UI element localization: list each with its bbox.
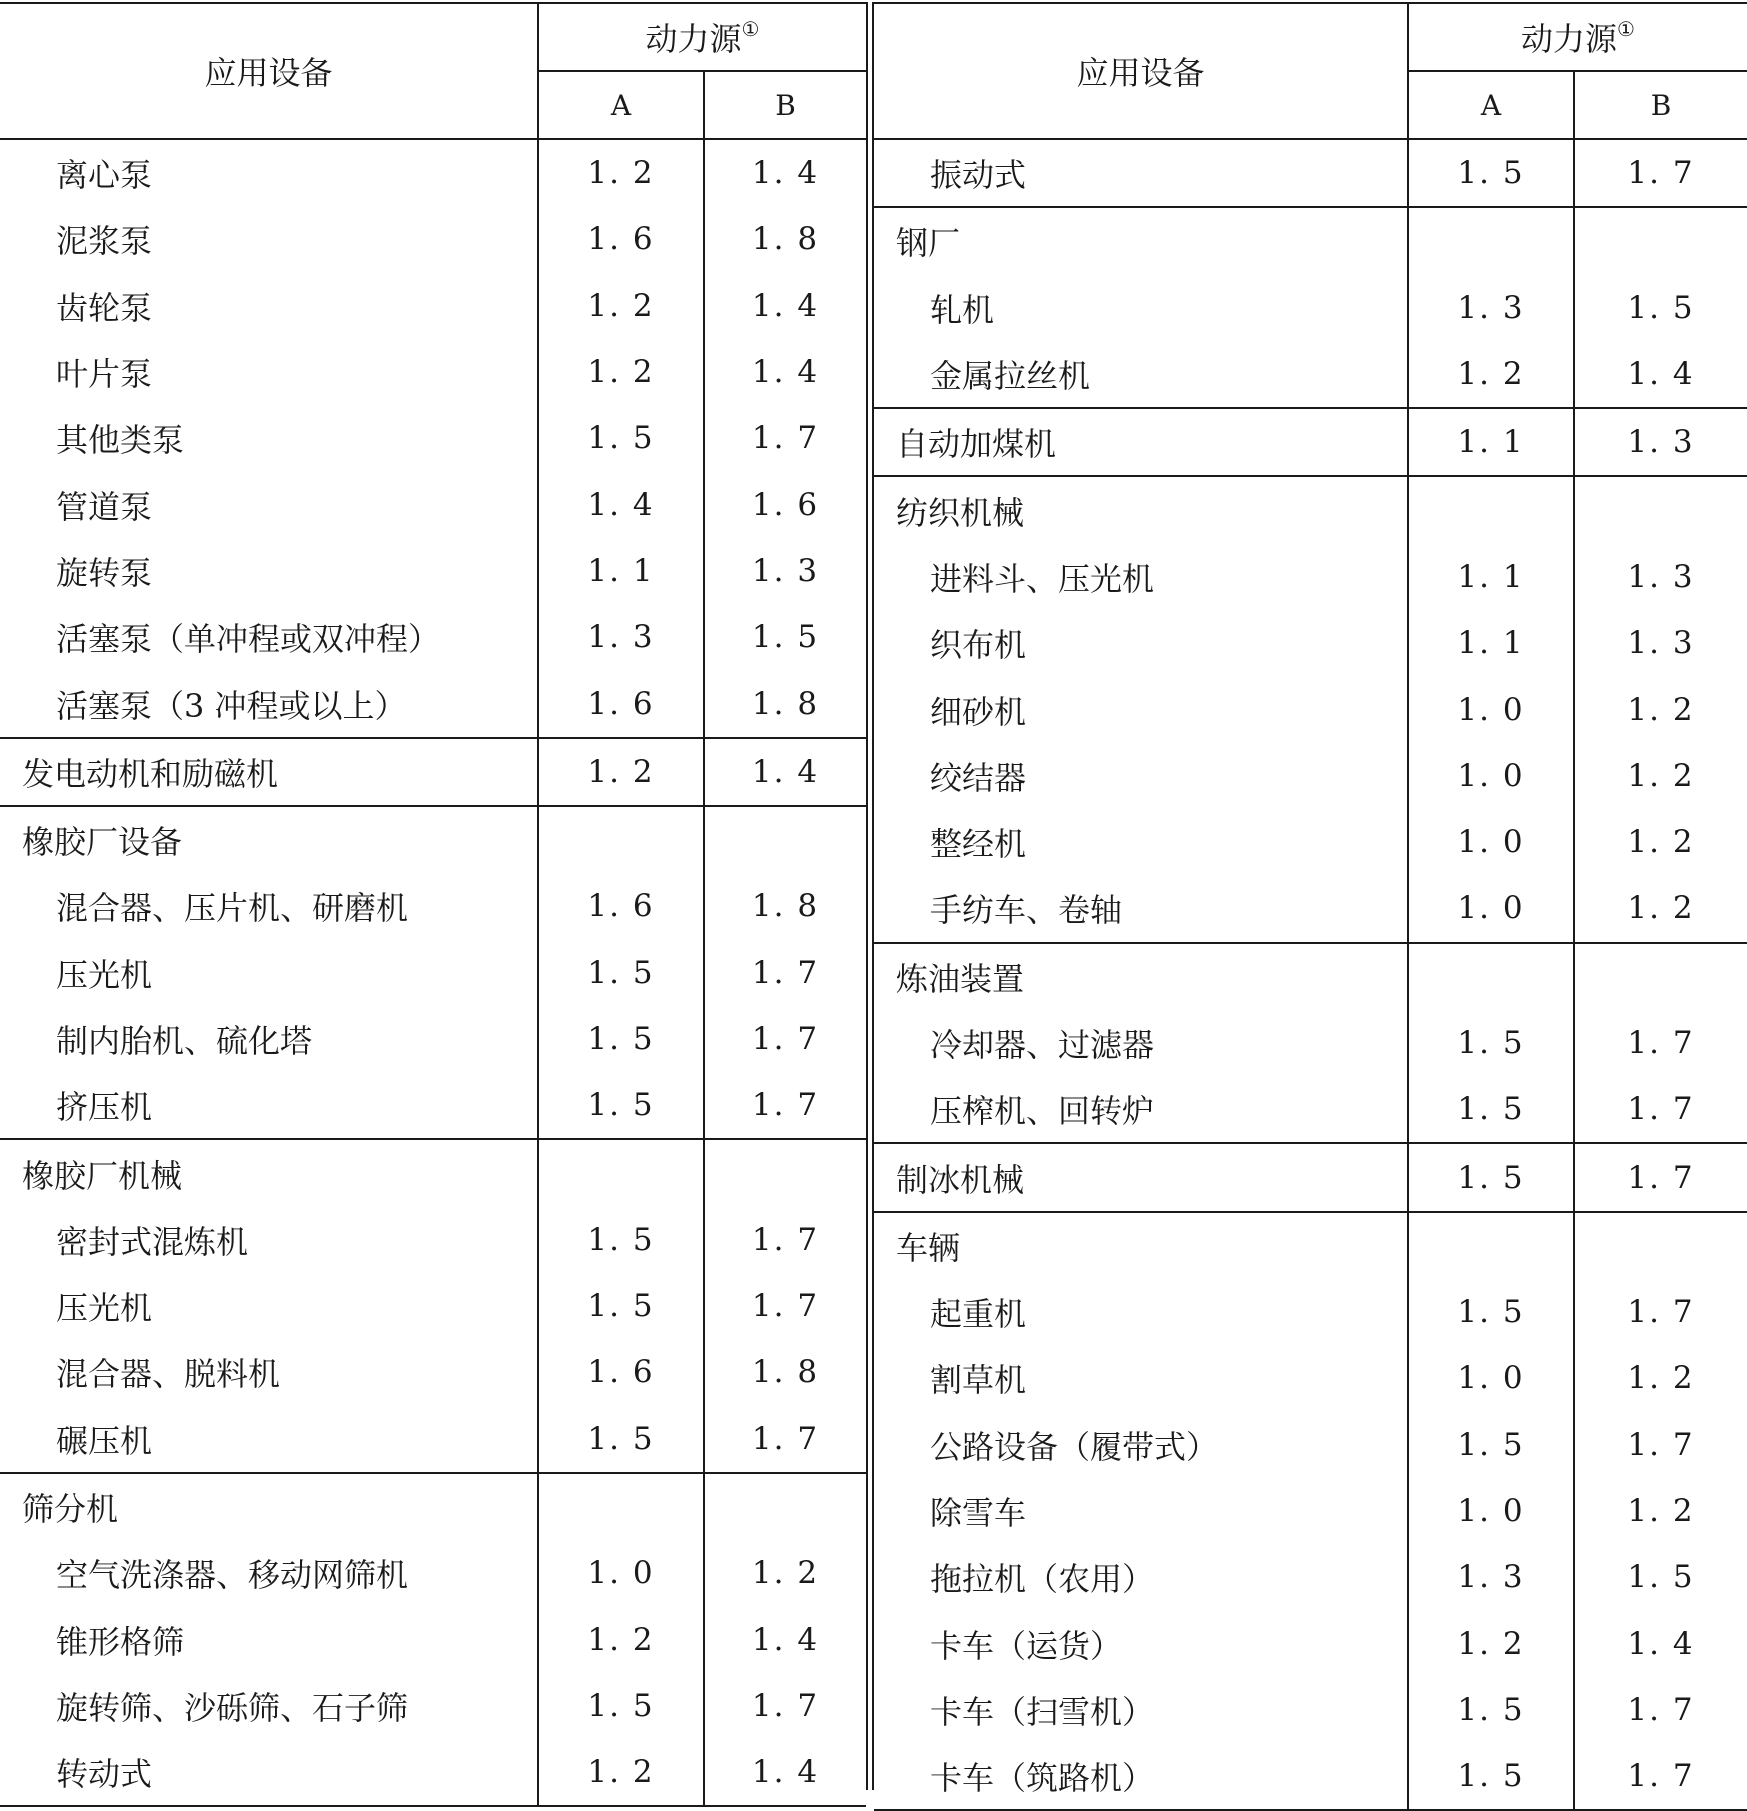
equipment-name: 管道泵 — [0, 471, 538, 537]
equipment-name: 活塞泵（单冲程或双冲程） — [0, 604, 538, 670]
left-table — [0, 2, 866, 1807]
factor-a: 1. 5 — [1408, 1143, 1574, 1211]
table-row — [0, 1339, 866, 1405]
factor-b: 1. 7 — [1627, 1426, 1695, 1463]
equipment-name: 织布机 — [874, 610, 1408, 676]
equipment-name: 手纺车、卷轴 — [874, 875, 1408, 942]
table-row — [0, 940, 866, 1006]
factor-a: 1. 4 — [538, 471, 704, 537]
factor-b: 1. 7 — [1574, 1143, 1747, 1211]
factor-b: 1. 7 — [751, 1087, 820, 1124]
equipment-name: 发电动机和励磁机 — [0, 738, 538, 806]
double-divider — [866, 2, 874, 1790]
table-row — [0, 1072, 866, 1139]
table-row — [0, 1139, 866, 1206]
factor-a: 1. 5 — [1408, 139, 1574, 207]
table-row — [0, 806, 866, 873]
equipment-name: 公路设备（履带式） — [874, 1412, 1408, 1478]
table-row — [0, 1406, 866, 1473]
factor-a: 1. 2 — [538, 139, 704, 206]
left-table-body — [0, 139, 866, 1806]
table-row — [874, 1279, 1747, 1345]
factor-b: 1. 5 — [1627, 289, 1695, 326]
table-row — [0, 738, 866, 806]
factor-a — [538, 1139, 704, 1206]
factor-a: 1. 1 — [538, 538, 704, 604]
table-row — [874, 676, 1747, 742]
factor-b — [704, 1473, 866, 1540]
factor-a: 1. 3 — [538, 604, 704, 670]
table-row — [874, 207, 1747, 274]
equipment-name: 压光机 — [0, 940, 538, 1006]
table-row — [874, 809, 1747, 875]
factor-a: 1. 0 — [1408, 743, 1574, 809]
factor-a: 1. 5 — [538, 1072, 704, 1139]
equipment-name: 混合器、脱料机 — [0, 1339, 538, 1405]
factor-b: 1. 7 — [751, 1687, 820, 1724]
factor-a: 1. 5 — [1408, 1743, 1574, 1810]
factor-a: 1. 2 — [538, 339, 704, 405]
col-b-header: B — [704, 71, 866, 139]
equipment-name: 筛分机 — [0, 1473, 538, 1540]
factor-b: 1. 7 — [1574, 1743, 1747, 1810]
factor-a: 1. 5 — [1408, 1279, 1574, 1345]
equipment-name: 卡车（扫雪机） — [874, 1677, 1408, 1743]
table-row — [874, 1412, 1747, 1478]
factor-a: 1. 2 — [538, 738, 704, 806]
factor-b — [1574, 207, 1747, 274]
factor-a — [1408, 943, 1574, 1010]
table-row — [874, 544, 1747, 610]
factor-a: 1. 5 — [1408, 1010, 1574, 1076]
factor-a: 1. 5 — [538, 1207, 704, 1273]
equipment-name: 转动式 — [0, 1739, 538, 1806]
table-row — [0, 538, 866, 604]
factor-a — [1408, 1212, 1574, 1279]
col-a-header: A — [538, 71, 704, 139]
table-row — [874, 1143, 1747, 1211]
equipment-name: 旋转筛、沙砾筛、石子筛 — [0, 1673, 538, 1739]
equipment-name: 离心泵 — [0, 139, 538, 206]
factor-a: 1. 0 — [1408, 1345, 1574, 1411]
table-row — [874, 341, 1747, 408]
factor-a: 1. 5 — [538, 1006, 704, 1072]
equipment-name: 轧机 — [874, 275, 1408, 341]
footnote-mark: ① — [1617, 17, 1635, 41]
table-row — [874, 743, 1747, 809]
factor-b: 1. 7 — [1627, 1091, 1695, 1128]
right-table — [874, 2, 1747, 1811]
equipment-name: 纺织机械 — [874, 476, 1408, 543]
factor-b: 1. 8 — [751, 685, 820, 722]
equipment-name: 制冰机械 — [874, 1143, 1408, 1211]
factor-b: 1. 4 — [751, 155, 820, 192]
equipment-name: 齿轮泵 — [0, 273, 538, 339]
factor-a: 1. 6 — [538, 670, 704, 737]
factor-b: 1. 4 — [751, 1621, 820, 1658]
factor-b — [1574, 1212, 1747, 1279]
table-row — [874, 275, 1747, 341]
table-row — [0, 873, 866, 939]
table-row — [0, 1207, 866, 1273]
table-row — [0, 1673, 866, 1739]
factor-a: 1. 5 — [538, 405, 704, 471]
right-table-body — [874, 139, 1747, 1810]
table-row — [874, 1544, 1747, 1610]
table-row — [0, 1273, 866, 1339]
equipment-name: 除雪车 — [874, 1478, 1408, 1544]
factor-a: 1. 1 — [1408, 610, 1574, 676]
factor-b: 1. 2 — [1627, 1360, 1695, 1397]
equipment-name: 细砂机 — [874, 676, 1408, 742]
factor-b: 1. 7 — [1627, 1025, 1695, 1061]
table-row — [0, 1607, 866, 1673]
equipment-name: 空气洗涤器、移动网筛机 — [0, 1540, 538, 1606]
equipment-name: 割草机 — [874, 1345, 1408, 1411]
table-row — [0, 471, 866, 537]
factor-a: 1. 2 — [1408, 1611, 1574, 1677]
equipment-name: 密封式混炼机 — [0, 1207, 538, 1273]
col-b-header: B — [1574, 71, 1747, 139]
equipment-name: 旋转泵 — [0, 538, 538, 604]
equipment-name: 振动式 — [874, 139, 1408, 207]
factor-a: 1. 2 — [538, 1739, 704, 1806]
factor-b: 1. 7 — [1627, 1691, 1695, 1728]
equipment-name: 炼油装置 — [874, 943, 1408, 1010]
equipment-name: 钢厂 — [874, 207, 1408, 274]
table-row — [874, 1611, 1747, 1677]
equipment-name: 卡车（运货） — [874, 1611, 1408, 1677]
factor-a: 1. 6 — [538, 873, 704, 939]
app-header: 应用设备 — [874, 3, 1408, 139]
factor-a — [1408, 476, 1574, 543]
equipment-name: 制内胎机、硫化塔 — [0, 1006, 538, 1072]
power-source-header: 动力源① — [1408, 3, 1747, 71]
equipment-name: 进料斗、压光机 — [874, 544, 1408, 610]
table-row — [874, 875, 1747, 942]
equipment-name: 橡胶厂设备 — [0, 806, 538, 873]
factor-a: 1. 5 — [538, 940, 704, 1006]
factor-b: 1. 2 — [1627, 691, 1695, 728]
factor-a: 1. 5 — [1408, 1412, 1574, 1478]
equipment-name: 冷却器、过滤器 — [874, 1010, 1408, 1076]
factor-a: 1. 0 — [538, 1540, 704, 1606]
table-row — [874, 1212, 1747, 1279]
factor-a: 1. 0 — [1408, 809, 1574, 875]
factor-a: 1. 5 — [538, 1673, 704, 1739]
table-row — [0, 1739, 866, 1806]
table-row — [874, 1345, 1747, 1411]
equipment-name: 自动加煤机 — [874, 408, 1408, 476]
table-row — [874, 610, 1747, 676]
factor-b: 1. 2 — [1627, 757, 1695, 794]
factor-b: 1. 4 — [751, 354, 820, 391]
factor-a — [1408, 207, 1574, 274]
factor-a: 1. 5 — [1408, 1076, 1574, 1143]
factor-b — [704, 1139, 866, 1206]
equipment-name: 绞结器 — [874, 743, 1408, 809]
factor-b: 1. 8 — [751, 221, 820, 258]
equipment-name: 卡车（筑路机） — [874, 1743, 1408, 1810]
factor-a: 1. 2 — [538, 273, 704, 339]
factor-a: 1. 5 — [538, 1273, 704, 1339]
factor-b: 1. 6 — [751, 486, 820, 523]
factor-a: 1. 0 — [1408, 676, 1574, 742]
factor-a: 1. 0 — [1408, 875, 1574, 942]
power-source-header: 动力源① — [538, 3, 866, 71]
table-row — [874, 1677, 1747, 1743]
table-row — [874, 139, 1747, 207]
table-row — [0, 1006, 866, 1072]
equipment-name: 挤压机 — [0, 1072, 538, 1139]
factor-b: 1. 5 — [1627, 1559, 1695, 1596]
factor-a: 1. 1 — [1408, 544, 1574, 610]
table-row — [874, 1478, 1747, 1544]
table-row — [874, 1076, 1747, 1143]
factor-a: 1. 2 — [1408, 341, 1574, 408]
factor-b: 1. 8 — [751, 1354, 820, 1391]
col-a-header: A — [1408, 71, 1574, 139]
factor-a: 1. 3 — [1408, 1544, 1574, 1610]
table-row — [0, 405, 866, 471]
table-row — [874, 943, 1747, 1010]
table-row — [0, 670, 866, 737]
equipment-name: 碾压机 — [0, 1406, 538, 1473]
table-row — [0, 206, 866, 272]
equipment-name: 混合器、压片机、研磨机 — [0, 873, 538, 939]
factor-a — [538, 1473, 704, 1540]
equipment-name: 整经机 — [874, 809, 1408, 875]
factor-b: 1. 3 — [1574, 408, 1747, 476]
table-row — [874, 1743, 1747, 1810]
factor-b — [1574, 943, 1747, 1010]
equipment-name: 叶片泵 — [0, 339, 538, 405]
factor-b: 1. 4 — [1627, 1625, 1695, 1662]
factor-a: 1. 0 — [1408, 1478, 1574, 1544]
footnote-mark: ① — [741, 17, 760, 41]
factor-b: 1. 7 — [1627, 155, 1695, 192]
factor-b: 1. 3 — [751, 552, 820, 589]
equipment-name: 其他类泵 — [0, 405, 538, 471]
factor-b: 1. 4 — [751, 287, 820, 324]
factor-b: 1. 2 — [1627, 1493, 1695, 1530]
factor-a: 1. 1 — [1408, 408, 1574, 476]
equipment-name: 压光机 — [0, 1273, 538, 1339]
factor-a: 1. 5 — [1408, 1677, 1574, 1743]
factor-b: 1. 2 — [1627, 824, 1695, 861]
factor-b: 1. 4 — [704, 738, 866, 806]
factor-a: 1. 6 — [538, 1339, 704, 1405]
factor-b: 1. 7 — [751, 1288, 820, 1325]
factor-b: 1. 7 — [751, 1221, 820, 1258]
factor-b: 1. 7 — [751, 420, 820, 457]
factor-a — [538, 806, 704, 873]
equipment-name: 泥浆泵 — [0, 206, 538, 272]
factor-a: 1. 5 — [538, 1406, 704, 1473]
table-row — [0, 1540, 866, 1606]
factor-b: 1. 7 — [751, 1420, 820, 1457]
factor-b: 1. 3 — [1627, 558, 1695, 595]
equipment-name: 金属拉丝机 — [874, 341, 1408, 408]
equipment-name: 压榨机、回转炉 — [874, 1076, 1408, 1143]
equipment-name: 活塞泵（3 冲程或以上） — [0, 670, 538, 737]
factor-a: 1. 3 — [1408, 275, 1574, 341]
factor-b: 1. 3 — [1627, 625, 1695, 662]
equipment-name: 起重机 — [874, 1279, 1408, 1345]
factor-b: 1. 8 — [751, 888, 820, 925]
factor-b: 1. 2 — [1627, 890, 1695, 927]
equipment-name: 拖拉机（农用） — [874, 1544, 1408, 1610]
factor-a: 1. 2 — [538, 1607, 704, 1673]
table-row — [0, 339, 866, 405]
table-row — [874, 1010, 1747, 1076]
app-header: 应用设备 — [0, 3, 538, 139]
table-row — [0, 604, 866, 670]
equipment-name: 锥形格筛 — [0, 1607, 538, 1673]
factor-b — [704, 806, 866, 873]
table-row — [0, 1473, 866, 1540]
factor-b: 1. 5 — [751, 619, 820, 656]
table-row — [874, 408, 1747, 476]
factor-a: 1. 6 — [538, 206, 704, 272]
factor-b: 1. 4 — [1627, 356, 1695, 393]
table-row — [874, 476, 1747, 543]
factor-b: 1. 7 — [751, 1021, 820, 1057]
table-row — [0, 273, 866, 339]
factor-b — [1574, 476, 1747, 543]
table-row — [0, 139, 866, 206]
factor-b: 1. 7 — [1627, 1294, 1695, 1331]
factor-b: 1. 4 — [704, 1739, 866, 1806]
factor-b: 1. 7 — [751, 954, 820, 991]
factor-b: 1. 2 — [751, 1555, 820, 1592]
equipment-name: 橡胶厂机械 — [0, 1139, 538, 1206]
equipment-name: 车辆 — [874, 1212, 1408, 1279]
